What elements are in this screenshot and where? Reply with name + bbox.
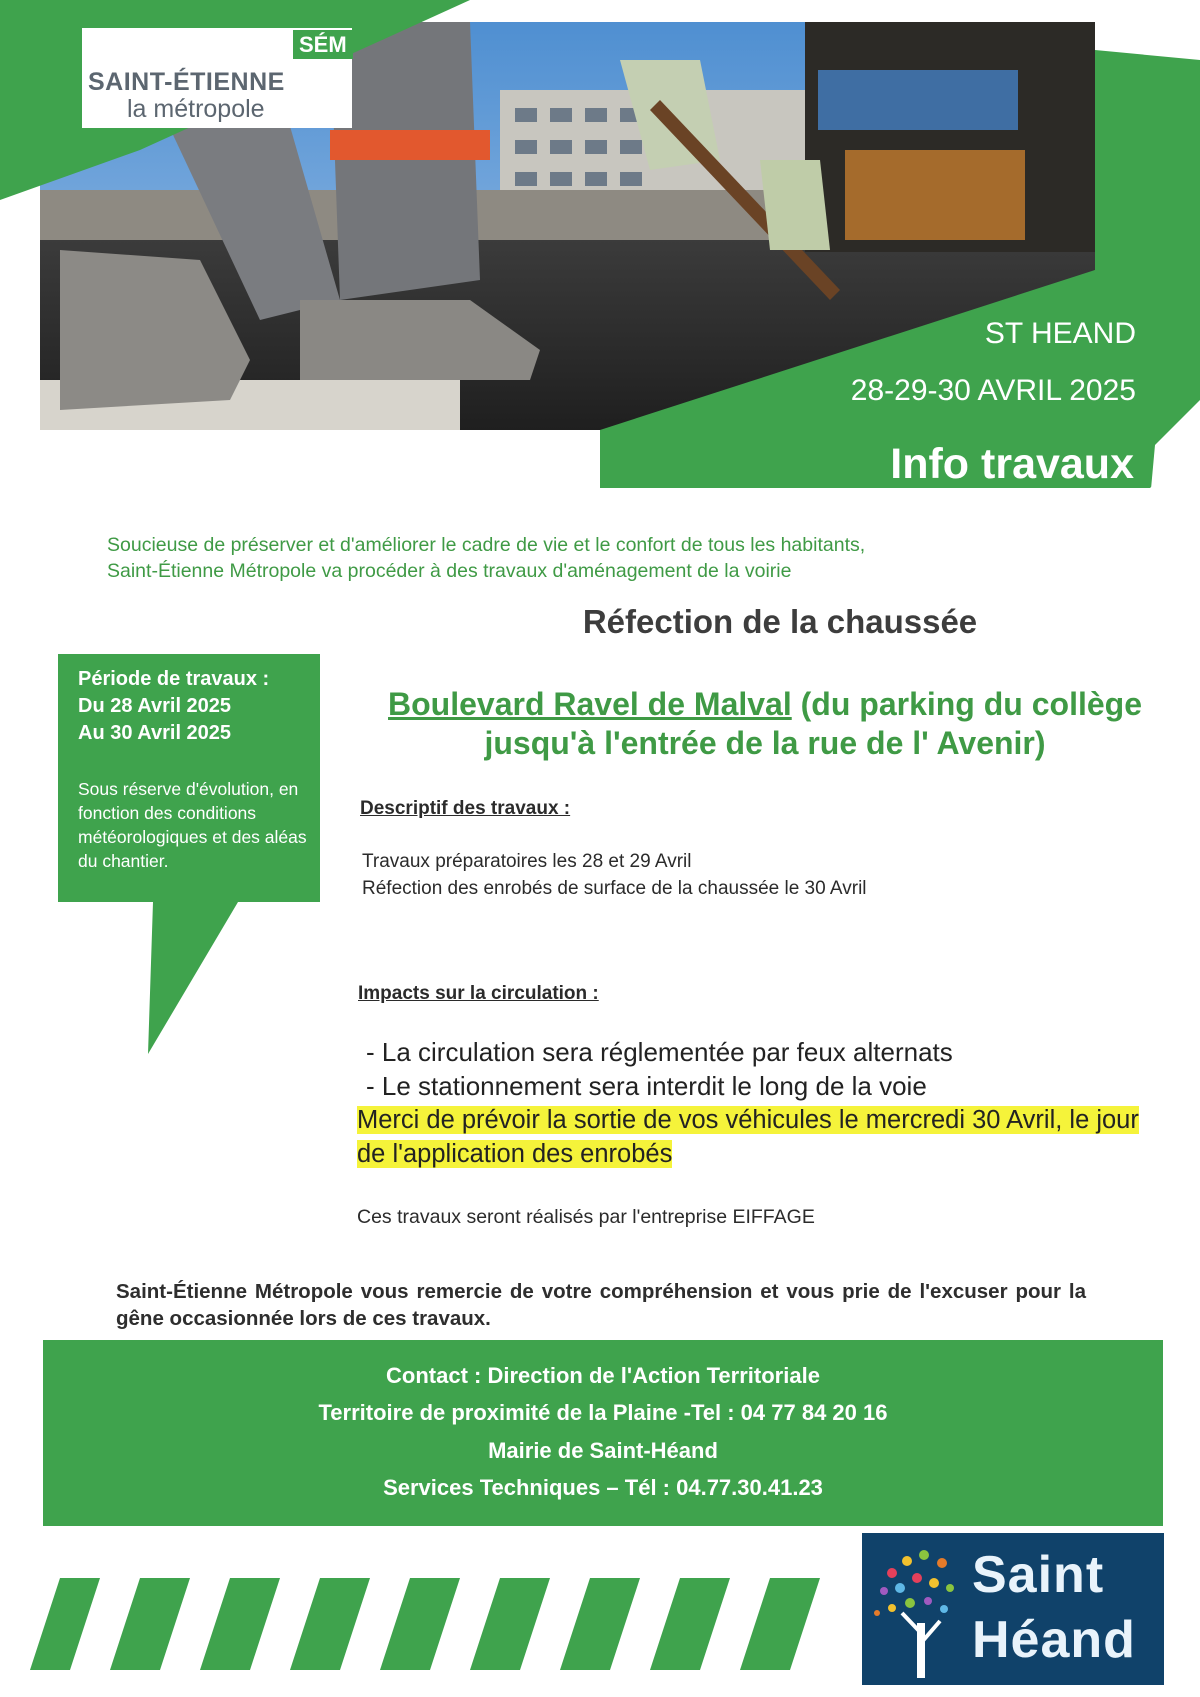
- logo-saint: Saint: [972, 1546, 1105, 1604]
- banner-place: ST HEAND: [984, 317, 1136, 350]
- intro-line1: Soucieuse de préserver et d'améliorer le cadre de vie et le confort de tous les habitants,: [107, 534, 866, 556]
- location-street: Boulevard Ravel de Malval: [388, 686, 792, 722]
- thanks-paragraph: Saint-Étienne Métropole vous remercie de votre compréhension et vous prie de l'excuser pour la gêne occasionnée lors de ces travaux.: [116, 1280, 1086, 1330]
- section-title: Réfection de la chaussée: [582, 603, 978, 640]
- banner-dates: 28-29-30 AVRIL 2025: [850, 374, 1136, 407]
- impact-item: - La circulation sera réglementée par feux alternats: [366, 1037, 953, 1067]
- period-label: Période de travaux :: [78, 668, 270, 690]
- work-location: [370, 685, 1160, 763]
- description-heading: Descriptif des travaux :: [360, 798, 571, 819]
- description-item: Travaux préparatoires les 28 et 29 Avril: [362, 851, 692, 872]
- logo-line2: la métropole: [127, 95, 265, 123]
- intro-text: [107, 532, 1007, 584]
- contact-line: Mairie de Saint-Héand: [488, 1438, 718, 1463]
- contact-line: Services Techniques – Tél : 04.77.30.41.23: [383, 1475, 823, 1500]
- period-note: Sous réserve d'évolution, en fonction des conditions météorologiques et des aléas du chantier.: [78, 779, 307, 871]
- decorative-stripes: [0, 1560, 860, 1680]
- highlighted-notice: [357, 1103, 1172, 1171]
- highlight-text: Merci de prévoir la sortie de vos véhicules le mercredi 30 Avril, le jour de l'application des enrobés: [357, 1106, 1139, 1168]
- description-item: Réfection des enrobés de surface de la chaussée le 30 Avril: [362, 878, 867, 899]
- contractor-line: Ces travaux seront réalisés par l'entreprise EIFFAGE: [357, 1206, 815, 1228]
- period-from: Du 28 Avril 2025: [78, 695, 232, 717]
- impact-item: - Le stationnement sera interdit le long de la voie: [366, 1071, 927, 1101]
- contact-line: Territoire de proximité de la Plaine -Tel : 04 77 84 20 16: [318, 1400, 888, 1425]
- impacts-heading: Impacts sur la circulation :: [358, 983, 599, 1004]
- location-detail: (du parking du collège jusqu'à l'entrée de la rue de l' Avenir): [484, 686, 1142, 761]
- intro-line2: Saint-Étienne Métropole va procéder à des travaux d'aménagement de la voirie: [107, 560, 792, 582]
- contact-line: Contact : Direction de l'Action Territoriale: [386, 1363, 820, 1388]
- period-to: Au 30 Avril 2025: [78, 722, 232, 744]
- logo-sem-badge: SÉM: [293, 30, 353, 59]
- logo-heand: Héand: [972, 1611, 1136, 1669]
- banner-title: Info travaux: [890, 440, 1134, 488]
- tree-icon: [862, 1533, 972, 1685]
- logo-line1: SAINT-ÉTIENNE: [88, 68, 285, 96]
